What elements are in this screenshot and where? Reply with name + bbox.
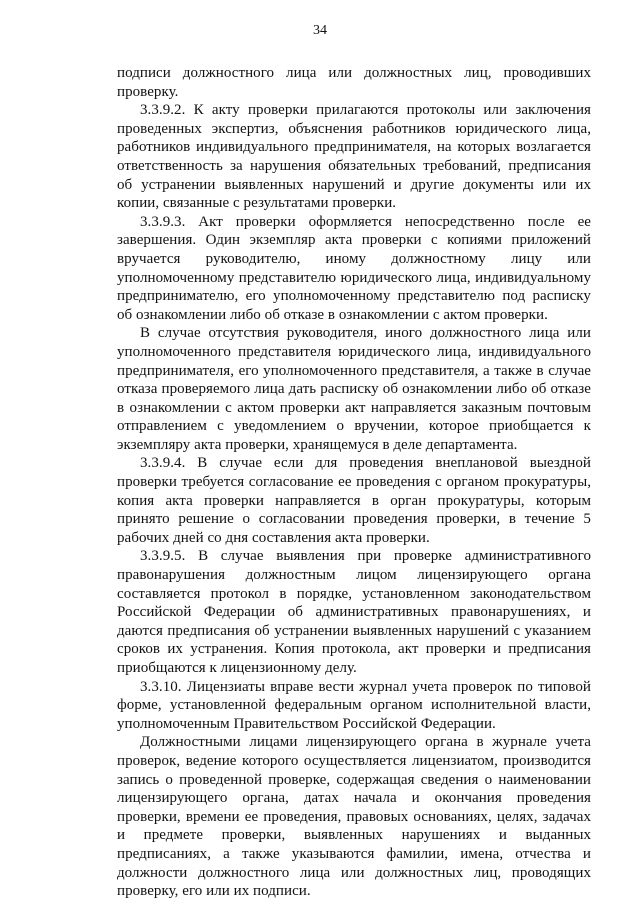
page-number: 34: [313, 23, 327, 38]
paragraph-absence-case: В случае отсутствия руководителя, иного должностного лица или уполномоченного представителя юридического лица, индивидуального предпринимателя, его уполномоченного представителя, а также в случае отказа проверяемого лица дать расписку об ознакомлении либо об отказе в ознакомлении с актом проверки акт направляется заказным почтовым отправлением с уведомлением о вручении, которое приобщается к экземпляру акта проверки, хранящемуся в деле департамента.: [117, 325, 591, 453]
paragraph-3-3-9-3: 3.3.9.3. Акт проверки оформляется непосредственно после ее завершения. Один экземпляр акта проверки с копиями приложений вручается руководителю, иному должностному лицу или уполномоченному представителю юридического лица, индивидуальному предпринимателю, его уполномоченному представителю под расписку об ознакомлении либо об отказе в ознакомлении с актом проверки.: [117, 213, 591, 323]
document-body: [117, 64, 591, 901]
paragraph-3-3-10: 3.3.10. Лицензиаты вправе вести журнал учета проверок по типовой форме, установленной федеральным органом исполнительной власти, уполномоченным Правительством Российской Федерации.: [117, 678, 591, 732]
paragraph-3-3-9-4: 3.3.9.4. В случае если для проведения внеплановой выездной проверки требуется согласование ее проведения с органом прокуратуры, копия акта проверки направляется в орган прокуратуры, которым принято решение о согласовании проведения проверки, в течение 5 рабочих дней со дня составления акта проверки.: [117, 455, 591, 546]
paragraph-3-3-9-2: 3.3.9.2. К акту проверки прилагаются протоколы или заключения проведенных экспертиз, объяснения работников юридического лица, работников индивидуального предпринимателя, на которых возлагается ответственность за нарушения обязательных требований, предписания об устранении выявленных нарушений и другие документы или их копии, связанные с результатами проверки.: [117, 102, 591, 212]
paragraph-journal-record: Должностными лицами лицензирующего органа в журнале учета проверок, ведение которого осуществляется лицензиатом, производится запись о проведенной проверке, содержащая сведения о наименовании лицензирующего органа, датах начала и окончания проведения проверки, времени ее проведения, правовых основаниях, целях, задачах и предмете проверки, выявленных нарушениях и выданных предписаниях, а также указываются фамилии, имена, отчества и должности должностного лица или должностных лиц, проводящих проверку, его или их подписи.: [117, 734, 591, 900]
paragraph-3-3-9-5: 3.3.9.5. В случае выявления при проверке административного правонарушения должностным лицом лицензирующего органа составляется протокол в порядке, установленном законодательством Российской Федерации об административных правонарушениях, и даются предписания об устранении выявленных нарушений с указанием сроков их устранения. Копия протокола, акт проверки и предписания приобщаются к лицензионному делу.: [117, 548, 591, 676]
paragraph-continuation: подписи должностного лица или должностных лиц, проводивших проверку.: [117, 65, 591, 100]
